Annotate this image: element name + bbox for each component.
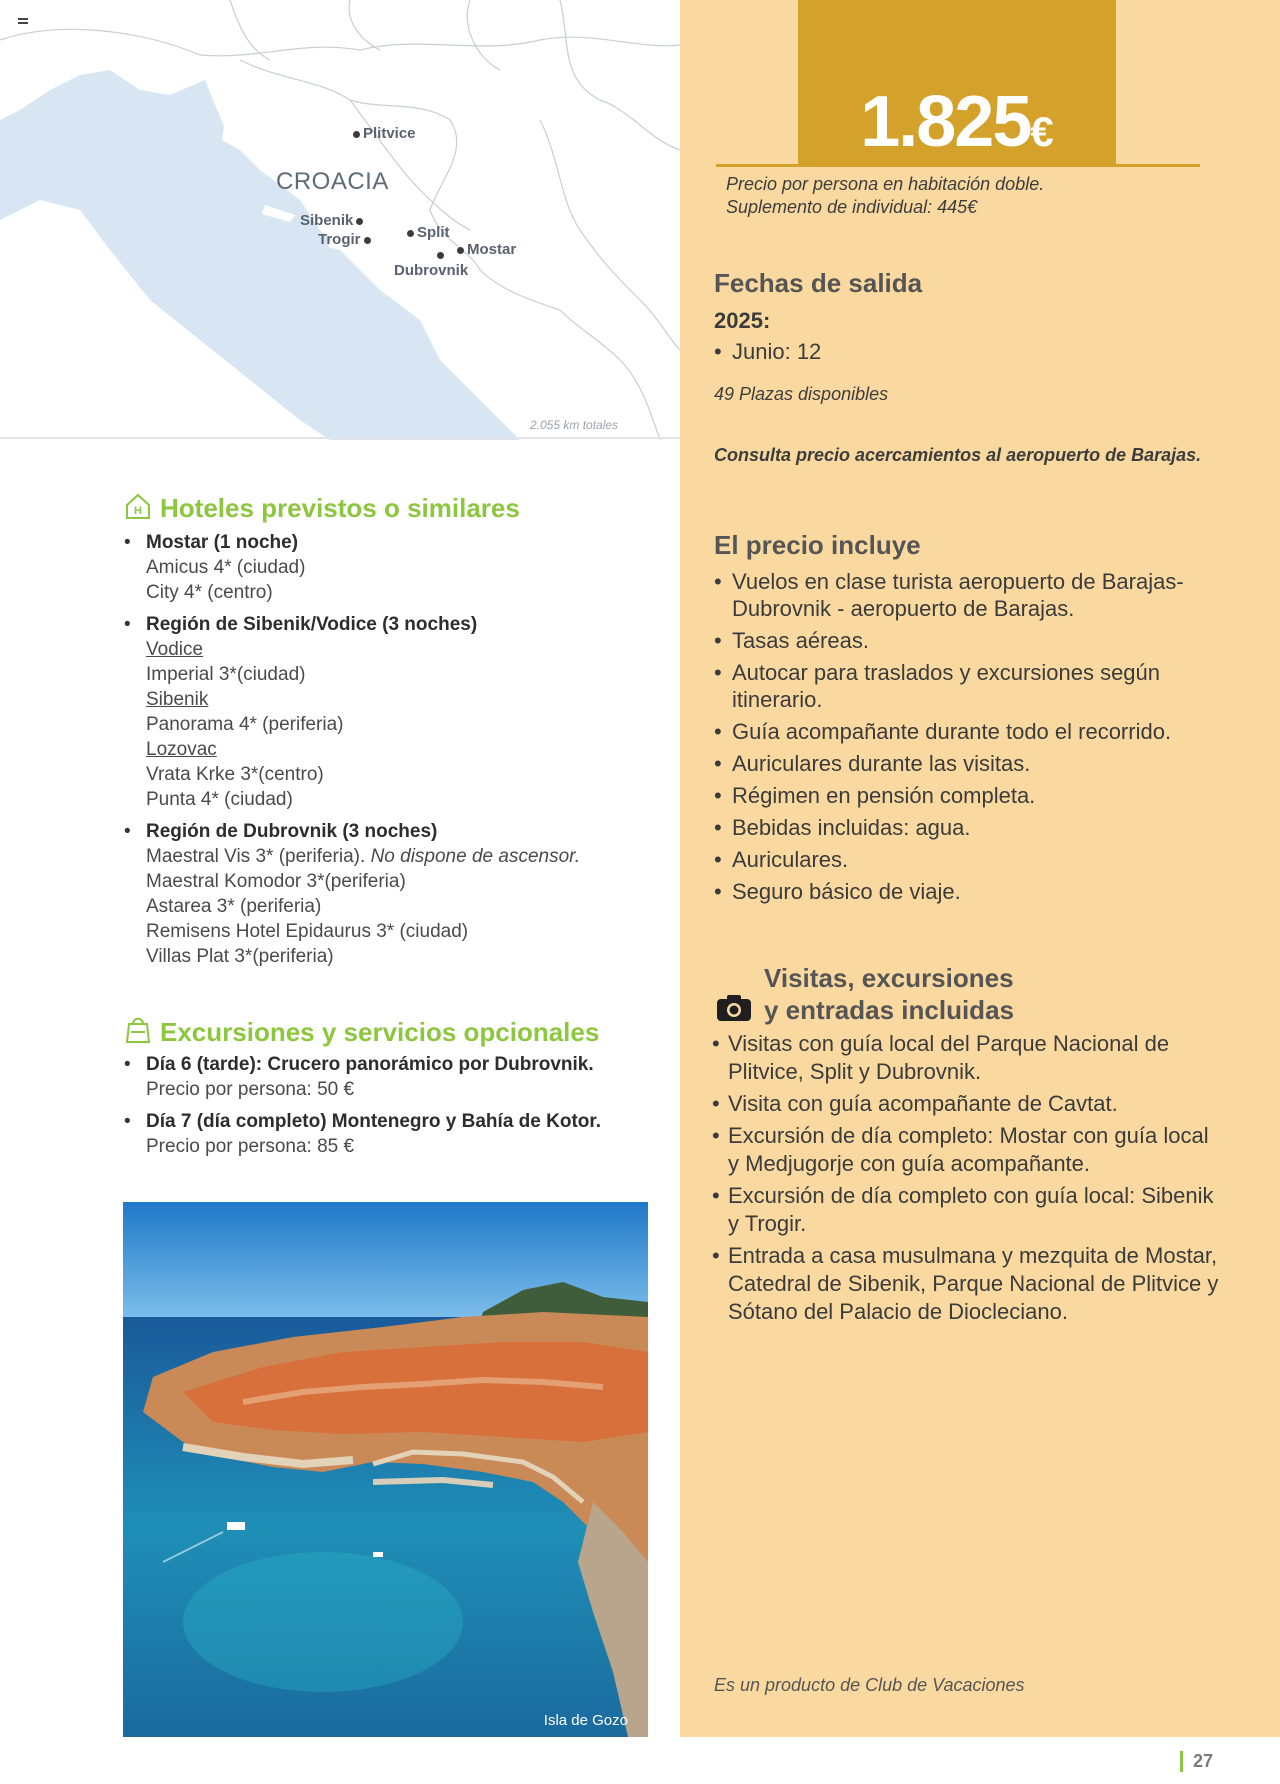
bag-icon	[124, 1014, 152, 1051]
airport-note: Consulta precio acercamientos al aeropuerto de Barajas.	[714, 445, 1202, 465]
list-item: • Auriculares durante las visitas.	[714, 750, 1214, 777]
visits-list	[712, 1030, 1222, 1330]
list-item: • Excursión de día completo: Mostar con guía local y Medjugorje con guía acompañante.	[712, 1122, 1222, 1178]
list-item: • Autocar para traslados y excursiones según itinerario.	[714, 659, 1214, 713]
departures-year: 2025:	[714, 308, 771, 333]
list-item: • Bebidas incluidas: agua.	[714, 814, 1214, 841]
list-item: • Tasas aéreas.	[714, 627, 1214, 654]
page-number: 27	[1180, 1751, 1213, 1772]
price-note-single: Suplemento de individual: 445€	[726, 197, 978, 217]
list-item: • Día 7 (día completo) Montenegro y Bahía de Kotor. Precio por persona: 85 €	[122, 1109, 642, 1159]
visits-heading: Visitas, excursiones y entradas incluidas	[764, 963, 1014, 1025]
list-item: • Región de Sibenik/Vodice (3 noches) Vodice Imperial 3*(ciudad) Sibenik Panorama 4* (periferia) Lozovac Vrata Krke 3*(centro) Punta 4* (ciudad)	[122, 612, 642, 812]
photo-caption: Isla de Gozo	[543, 1712, 628, 1729]
footer-note: Es un producto de Club de Vacaciones	[714, 1675, 1025, 1695]
map-place-plitvice: Plitvice	[350, 125, 416, 142]
price-note-double: Precio por persona en habitación doble.	[726, 174, 1045, 194]
list-item: • Junio: 12	[714, 338, 1214, 365]
list-item: • Región de Dubrovnik (3 noches) Maestral Vis 3* (periferia). No dispone de ascensor. Maestral Komodor 3*(periferia) Astarea 3* (periferia) Remisens Hotel Epidaurus 3* (ciudad) Villas Plat 3*(periferia)	[122, 819, 642, 969]
map-place-trogir: Trogir	[318, 231, 374, 248]
map-place-sibenik: Sibenik	[300, 212, 366, 229]
photo-graphic	[123, 1202, 648, 1737]
hotel-icon	[124, 492, 152, 527]
list-item: • Visita con guía acompañante de Cavtat.	[712, 1090, 1222, 1118]
list-item: • Seguro básico de viaje.	[714, 878, 1214, 905]
list-item: • Mostar (1 noche) Amicus 4* (ciudad) City 4* (centro)	[122, 530, 642, 605]
svg-text:H: H	[134, 505, 142, 517]
hotels-list	[122, 530, 642, 976]
list-item: • Entrada a casa musulmana y mezquita de Mostar, Catedral de Sibenik, Parque Nacional de Plitvice y Sótano del Palacio de Diocleciano.	[712, 1242, 1222, 1326]
list-item: • Excursión de día completo con guía local: Sibenik y Trogir.	[712, 1182, 1222, 1238]
map-place-dubrovnik: Dubrovnik	[394, 262, 468, 279]
map-place-mostar: Mostar	[454, 241, 516, 258]
excursions-heading: Excursiones y servicios opcionales	[124, 1014, 599, 1051]
departures-heading: Fechas de salida	[714, 268, 923, 298]
list-item: • Vuelos en clase turista aeropuerto de Barajas- Dubrovnik - aeropuerto de Barajas.	[714, 568, 1214, 622]
availability-note: 49 Plazas disponibles	[714, 384, 889, 404]
price-box	[798, 0, 1116, 165]
list-item: • Visitas con guía local del Parque Nacional de Plitvice, Split y Dubrovnik.	[712, 1030, 1222, 1086]
departures-list	[714, 338, 1214, 370]
hotels-heading: H Hoteles previstos o similares	[124, 492, 520, 527]
map-place-split: Split	[404, 224, 450, 241]
includes-heading: El precio incluye	[714, 530, 921, 560]
list-item: • Día 6 (tarde): Crucero panorámico por Dubrovnik. Precio por persona: 50 €	[122, 1052, 642, 1102]
map-scale: 2.055 km totales	[530, 418, 619, 432]
price-amount: 1.825€	[860, 82, 1054, 162]
map-country-label: CROACIA	[276, 168, 389, 195]
includes-list	[714, 568, 1214, 910]
info-panel	[680, 0, 1280, 1737]
list-item: • Guía acompañante durante todo el recorrido.	[714, 718, 1214, 745]
list-item: • Régimen en pensión completa.	[714, 782, 1214, 809]
camera-icon	[716, 993, 752, 1028]
list-item: • Auriculares.	[714, 846, 1214, 873]
dubrovnik-photo	[123, 1202, 648, 1737]
menu-icon[interactable]	[18, 18, 28, 26]
route-map	[0, 0, 680, 440]
price-divider	[716, 164, 1200, 167]
excursions-list	[122, 1052, 642, 1166]
